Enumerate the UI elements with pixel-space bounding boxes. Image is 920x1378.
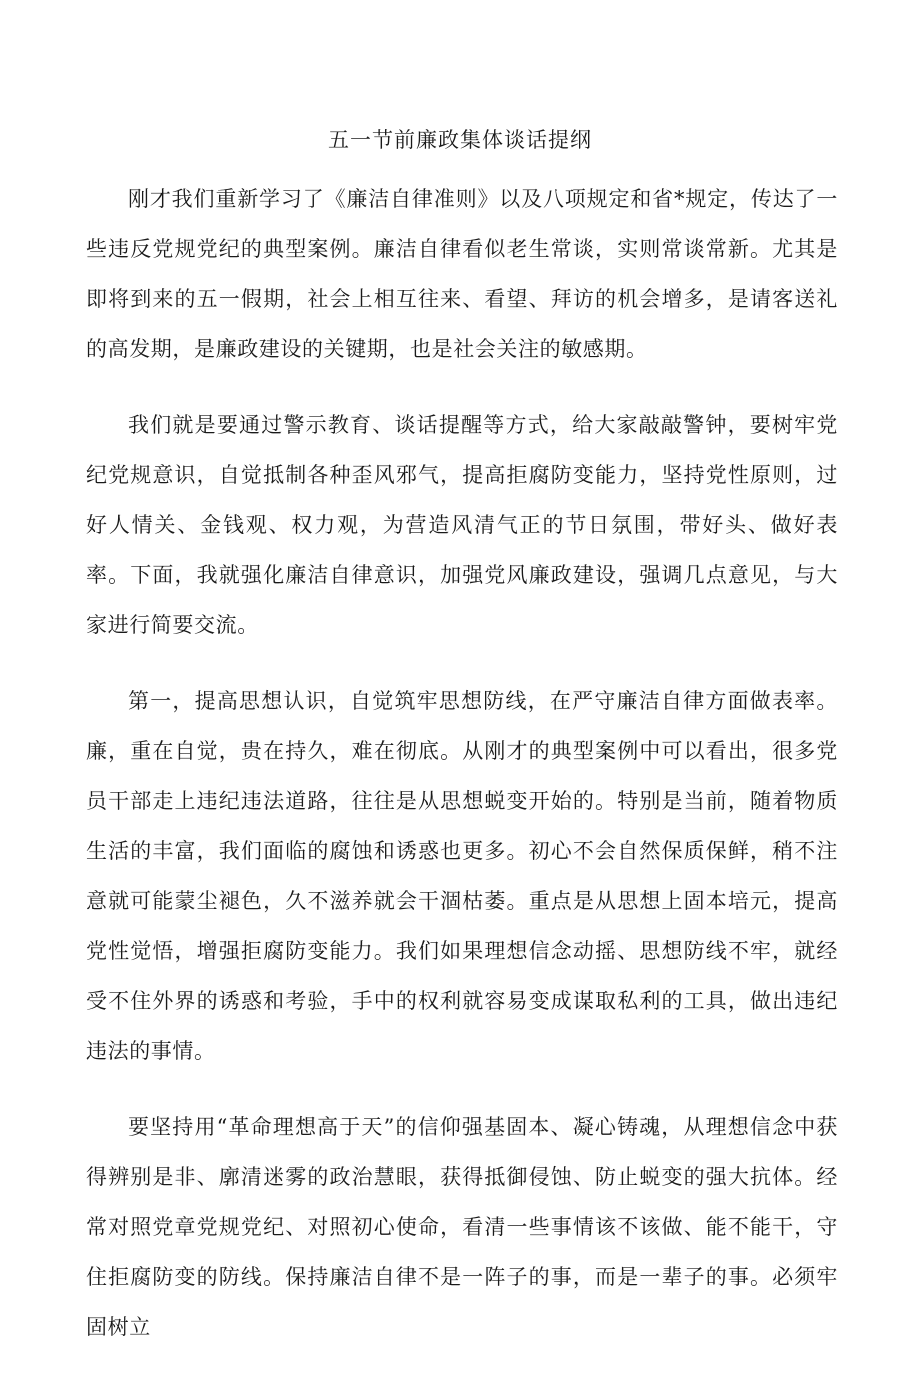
document-body — [86, 174, 838, 1378]
paragraph-2: 我们就是要通过警示教育、谈话提醒等方式，给大家敲敲警钟，要树牢党纪党规意识，自觉抵制各种歪风邪气，提高拒腐防变能力，坚持党性原则，过好人情关、金钱观、权力观，为营造风清气正的节日氛围，带好头、做好表率。下面，我就强化廉洁自律意识，加强党风廉政建设，强调几点意见，与大家进行简要交流。 — [86, 413, 838, 637]
paragraph-4: 要坚持用“革命理想高于天”的信仰强基固本、凝心铸魂，从理想信念中获得辨别是非、廓清迷雾的政治慧眼，获得抵御侵蚀、防止蜕变的强大抗体。经常对照党章党规党纪、对照初心使命，看清一些事情该不该做、能不能干，守住拒腐防变的防线。保持廉洁自律不是一阵子的事，而是一辈子的事。必须牢固树立 — [86, 1115, 838, 1339]
paragraph-3: 第一，提高思想认识，自觉筑牢思想防线，在严守廉洁自律方面做表率。廉，重在自觉，贵在持久，难在彻底。从刚才的典型案例中可以看出，很多党员干部走上违纪违法道路，往往是从思想蜕变开始的。特别是当前，随着物质生活的丰富，我们面临的腐蚀和诱惑也更多。初心不会自然保质保鲜，稍不注意就可能蒙尘褪色，久不滋养就会干涸枯萎。重点是从思想上固本培元，提高党性觉悟，增强拒腐防变能力。我们如果理想信念动摇、思想防线不牢，就经受不住外界的诱惑和考验，手中的权利就容易变成谋取私利的工具，做出违纪违法的事情。 — [86, 689, 838, 1063]
document-title: 五一节前廉政集体谈话提纲 — [328, 128, 592, 152]
paragraph-1: 刚才我们重新学习了《廉洁自律准则》以及八项规定和省*规定，传达了一些违反党规党纪的典型案例。廉洁自律看似老生常谈，实则常谈常新。尤其是即将到来的五一假期，社会上相互往来、看望、拜访的机会增多，是请客送礼的高发期，是廉政建设的关键期，也是社会关注的敏感期。 — [86, 187, 838, 361]
